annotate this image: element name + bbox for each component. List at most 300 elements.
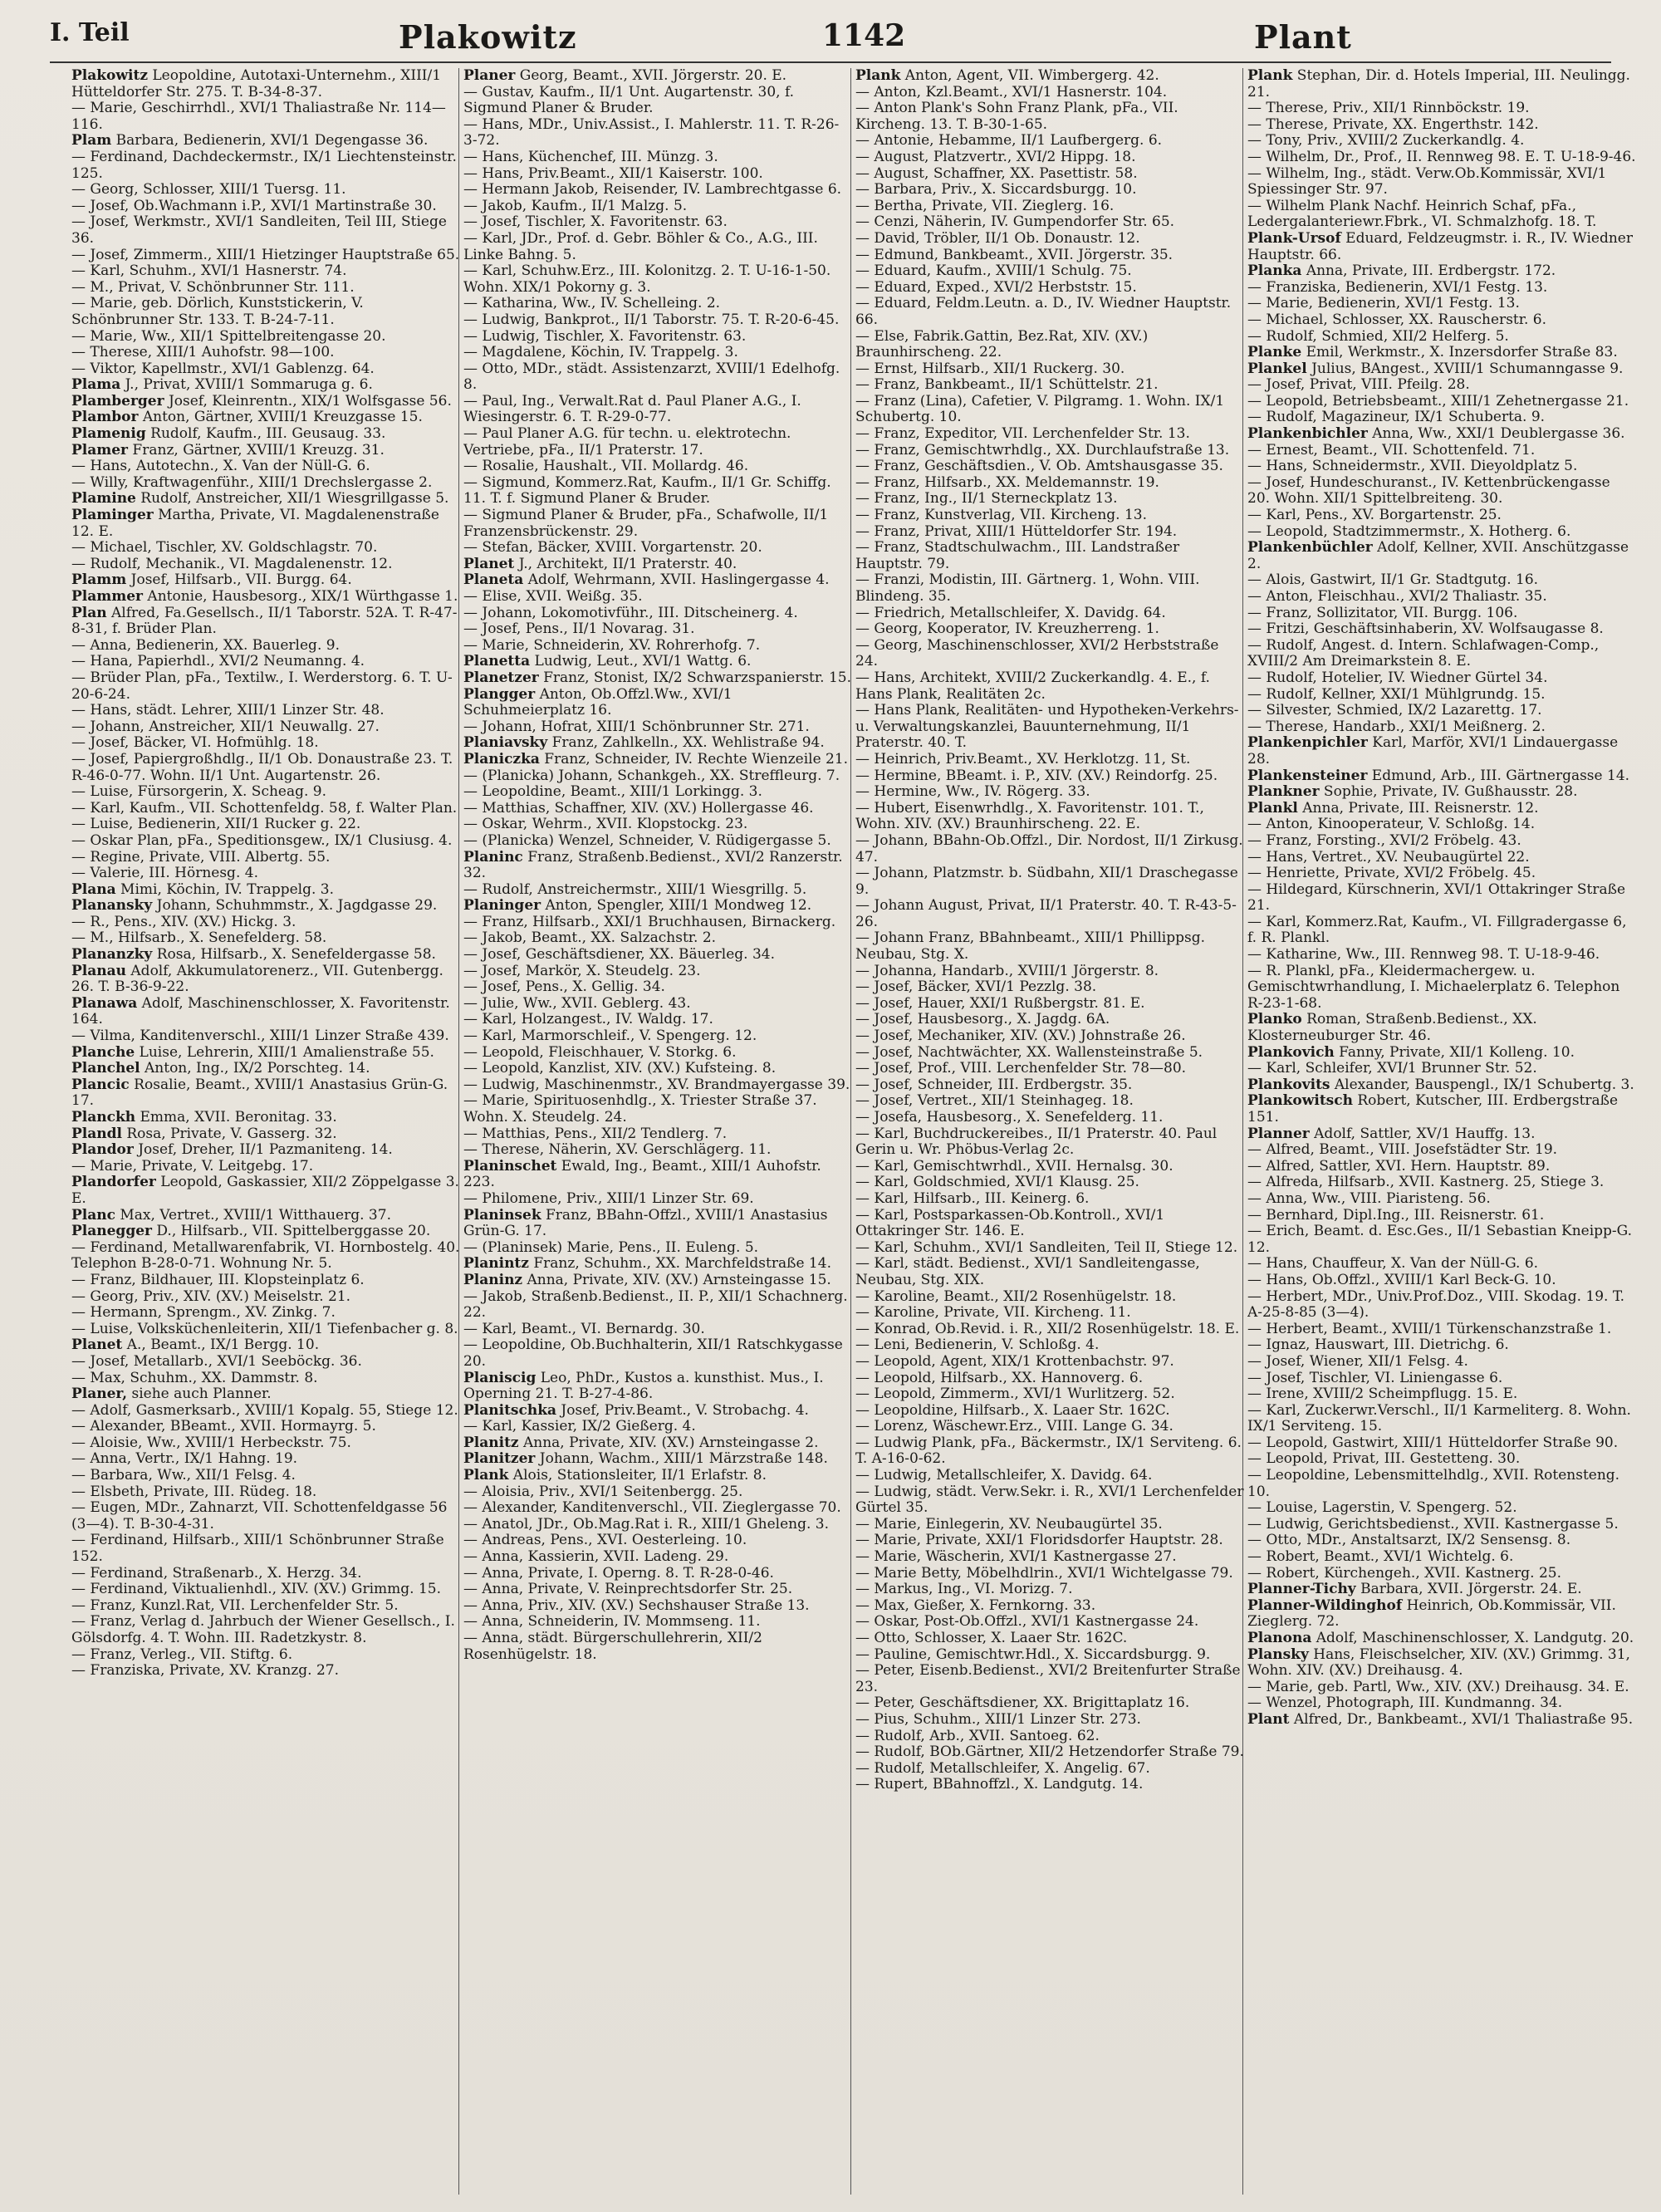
directory-entry: — Friedrich, Metallschleifer, X. Davidg. 64. (855, 604, 1166, 621)
directory-entry: — Jakob, Beamt., XX. Salzachstr. 2. (463, 929, 717, 947)
directory-entry: — Viktor, Kapellmstr., XVI/1 Gablenzg. 64. (71, 360, 375, 377)
directory-entry: — Peter, Eisenb.Bedienst., XVI/2 Breitenfurter Straße 23. (855, 1662, 1241, 1695)
directory-entry: — Josef, Hausbesorg., X. Jagdg. 6A. (855, 1011, 1110, 1028)
directory-entry: — Leopold, Agent, XIX/1 Krottenbachstr. 97. (855, 1352, 1174, 1370)
directory-entry: — Magdalene, Köchin, IV. Trappelg. 3. (463, 344, 738, 361)
directory-entry: — Ferdinand, Metallwarenfabrik, VI. Hornbostelg. 40. Telephon B-28-0-71. Wohnung Nr. 5. (71, 1238, 460, 1273)
directory-entry: — Hans, städt. Lehrer, XIII/1 Linzer Str. 48. (71, 702, 385, 719)
directory-entry: — Josef, Ob.Wachmann i.P., XVI/1 Martinstraße 30. (71, 197, 437, 214)
directory-entry: — Erich, Beamt. d. Esc.Ges., II/1 Sebastian Kneipp-G. 12. (1247, 1223, 1633, 1256)
directory-entry: — Rudolf, Hotelier, IV. Wiedner Gürtel 34. (1247, 669, 1548, 686)
directory-entry: — Leopold, Betriebsbeamt., XIII/1 Zehetnergasse 21. (1247, 392, 1629, 410)
directory-column-4 (1247, 68, 1639, 2195)
directory-entry: — Anatol, JDr., Ob.Mag.Rat i. R., XIII/1 Gheleng. 3. (463, 1515, 829, 1533)
directory-entry: — Ludwig, Tischler, X. Favoritenstr. 63. (463, 327, 747, 345)
directory-entry: — Fritzi, Geschäftsinhaberin, XV. Wolfsaugasse 8. (1247, 620, 1604, 638)
directory-entry: Planke Emil, Werkmstr., X. Inzersdorfer Straße 83. (1247, 344, 1618, 361)
directory-entry: — Anna, städt. Bürgerschullehrerin, XII/2 Rosenhügelstr. 18. (463, 1630, 762, 1663)
directory-entry: — Karl, JDr., Prof. d. Gebr. Böhler & Co., A.G., III. Linke Bahng. 5. (463, 229, 818, 263)
directory-entry: — Robert, Kürchengeh., XVII. Kastnerg. 25. (1247, 1564, 1562, 1582)
directory-entry: — Anton, Kinooperateur, V. Schloßg. 14. (1247, 816, 1536, 833)
directory-entry: — Franziska, Private, XV. Kranzg. 27. (71, 1662, 340, 1680)
directory-entry: — Josef, Nachtwächter, XX. Wallensteinstraße 5. (855, 1043, 1203, 1061)
directory-entry: — Katharina, Ww., IV. Schelleing. 2. (463, 295, 721, 312)
directory-entry: — Eugen, MDr., Zahnarzt, VII. Schottenfeldgasse 56 (3—4). T. B-30-4-31. (71, 1499, 448, 1533)
directory-entry: Planche Luise, Lehrerin, XIII/1 Amalienstraße 55. (71, 1043, 434, 1061)
running-head-left: Plakowitz (399, 18, 577, 56)
directory-entry: Plankl Anna, Private, III. Reisnerstr. 12. (1247, 799, 1539, 817)
directory-entry: — Ludwig, Metallschleifer, X. Davidg. 64. (855, 1467, 1153, 1484)
directory-entry: — Edmund, Bankbeamt., XVII. Jörgerstr. 35. (855, 246, 1173, 263)
directory-entry: — Konrad, Ob.Revid. i. R., XII/2 Rosenhügelstr. 18. E. (855, 1320, 1240, 1337)
directory-entry: — Karl, Gemischtwrhdl., XVII. Hernalsg. 30. (855, 1157, 1173, 1175)
directory-entry: — Rudolf, BOb.Gärtner, XII/2 Hetzendorfer Straße 79. (855, 1744, 1244, 1761)
directory-entry: — Franz, Bildhauer, III. Klopsteinplatz 6. (71, 1271, 365, 1288)
directory-entry: Planeta Adolf, Wehrmann, XVII. Haslingergasse 4. (463, 571, 830, 589)
directory-entry: — Wilhelm, Ing., städt. Verw.Ob.Kommissär, XVI/1 Spiessinger Str. 97. (1247, 164, 1607, 199)
directory-entry: Planet A., Beamt., IX/1 Bergg. 10. (71, 1337, 320, 1354)
directory-entry: — (Planinsek) Marie, Pens., II. Euleng. 5. (463, 1238, 759, 1256)
directory-entry: — Hans, Schneidermstr., XVII. Dieyoldplatz 5. (1247, 458, 1578, 475)
directory-entry: — Josef, Vertret., XII/1 Steinhageg. 18. (855, 1092, 1134, 1110)
directory-entry: — Michael, Schlosser, XX. Rauscherstr. 6. (1247, 311, 1547, 328)
directory-entry: — Silvester, Schmied, IX/2 Lazarettg. 17. (1247, 702, 1542, 719)
directory-entry: — Franz, Verlag d. Jahrbuch der Wiener Gesellsch., I. Gölsdorfg. 4. T. Wohn. III. Radetzkystr. 8. (71, 1613, 455, 1646)
directory-entry: — Johann, Hofrat, XIII/1 Schönbrunner Str. 271. (463, 718, 810, 735)
directory-entry: — Hans, Vertret., XV. Neubaugürtel 22. (1247, 848, 1530, 866)
directory-entry: — Eduard, Feldm.Leutn. a. D., IV. Wiedner Hauptstr. 66. (855, 295, 1232, 328)
directory-entry: — Franz, Sollizitator, VII. Burgg. 106. (1247, 604, 1518, 621)
directory-entry: — Peter, Geschäftsdiener, XX. Brigittaplatz 16. (855, 1695, 1190, 1712)
directory-entry: — Hermine, Ww., IV. Rögerg. 33. (855, 783, 1090, 801)
directory-entry: Plamine Rudolf, Anstreicher, XII/1 Wiesgrillgasse 5. (71, 490, 449, 508)
directory-entry: — Stefan, Bäcker, XVIII. Vorgartenstr. 20. (463, 539, 762, 557)
directory-entry: Planitzer Johann, Wachm., XIII/1 Märzstraße 148. (463, 1450, 828, 1468)
directory-entry: — Georg, Schlosser, XIII/1 Tuersg. 11. (71, 181, 346, 199)
directory-entry: — Johann August, Privat, II/1 Praterstr. 40. T. R-43-5-26. (855, 897, 1237, 930)
directory-entry: — Josef, Mechaniker, XIV. (XV.) Johnstraße 26. (855, 1028, 1186, 1045)
directory-entry: — Lorenz, Wäschewr.Erz., VIII. Lange G. 34. (855, 1418, 1173, 1435)
directory-entry: — Karl, Goldschmied, XVI/1 Klausg. 25. (855, 1174, 1139, 1191)
directory-entry: — Marie, Geschirrhdl., XVI/1 Thaliastraße Nr. 114—116. (71, 100, 446, 133)
directory-entry: — Adolf, Gasmerksarb., XVIII/1 Kopalg. 55, Stiege 12. (71, 1401, 458, 1419)
directory-entry: — Leopoldine, Hilfsarb., X. Laaer Str. 162C. (855, 1401, 1170, 1419)
directory-entry: — Rudolf, Anstreichermstr., XIII/1 Wiesgrillg. 5. (463, 880, 807, 898)
directory-entry: — Hans Plank, Realitäten- und Hypotheken-Verkehrs- u. Verwaltungskanzlei, Bauunternehmung, II/1 Praterstr. 40. T. (855, 702, 1239, 752)
directory-entry: — (Planicka) Johann, Schankgeh., XX. Streffleurg. 7. (463, 767, 840, 784)
directory-entry: Plankovits Alexander, Bauspengl., IX/1 Schubertg. 3. (1247, 1076, 1634, 1093)
directory-entry: Plangger Anton, Ob.Offzl.Ww., XVI/1 Schuhmeierplatz 16. (463, 685, 733, 719)
directory-entry: — Rudolf, Angest. d. Intern. Schlafwagen-Comp., XVIII/2 Am Dreimarkstein 8. E. (1247, 636, 1600, 670)
directory-entry: — Aloisia, Priv., XVI/1 Seitenbergg. 25. (463, 1483, 743, 1500)
directory-entry: — Josef, Wiener, XII/1 Felsg. 4. (1247, 1352, 1468, 1370)
directory-entry: — Julie, Ww., XVII. Geblerg. 43. (463, 994, 691, 1012)
directory-entry: Plankner Sophie, Private, IV. Gußhausstr. 28. (1247, 783, 1578, 801)
directory-entry: Planner Adolf, Sattler, XV/1 Hauffg. 13. (1247, 1125, 1536, 1142)
directory-entry: — Karl, städt. Bedienst., XVI/1 Sandleitengasse, Neubau, Stg. XIX. (855, 1255, 1200, 1288)
directory-entry: Planansky Johann, Schuhmmstr., X. Jagdgasse 29. (71, 897, 438, 915)
directory-entry: — Josef, Tischler, VI. Liniengasse 6. (1247, 1369, 1503, 1386)
directory-entry: — Otto, Schlosser, X. Laaer Str. 162C. (855, 1630, 1128, 1646)
directory-entry: — Marie, Spirituosenhdlg., X. Triester Straße 37. Wohn. X. Steudelg. 24. (463, 1092, 817, 1126)
directory-entry: — Karl, Hilfsarb., III. Keinerg. 6. (855, 1189, 1090, 1207)
directory-entry: Planitz Anna, Private, XIV. (XV.) Arnsteingasse 2. (463, 1434, 819, 1451)
directory-entry: — Hans, Ob.Offzl., XVIII/1 Karl Beck-G. 10. (1247, 1271, 1556, 1288)
section-label: I. Teil (50, 18, 130, 47)
directory-entry: — Franz, Bankbeamt., II/1 Schüttelstr. 21. (855, 376, 1159, 394)
directory-entry: — Franz, Expeditor, VII. Lerchenfelder Str. 13. (855, 425, 1190, 443)
directory-entry: — Hans, Priv.Beamt., XII/1 Kaiserstr. 100. (463, 164, 763, 182)
directory-entry: — Marie, Bedienerin, XVI/1 Festg. 13. (1247, 295, 1520, 312)
directory-entry: — Josef, Markör, X. Steudelg. 23. (463, 962, 701, 979)
directory-entry: — Ludwig, Maschinenmstr., XV. Brandmayergasse 39. (463, 1076, 850, 1093)
directory-entry: — Marie, Wäscherin, XVI/1 Kastnergasse 27. (855, 1548, 1177, 1566)
directory-entry: Planner-Tichy Barbara, XVII. Jörgerstr. 24. E. (1247, 1581, 1582, 1598)
directory-entry: — Georg, Kooperator, IV. Kreuzherreng. 1. (855, 620, 1159, 638)
directory-entry: — Franz, Gemischtwrhdlg., XX. Durchlaufstraße 13. (855, 441, 1230, 459)
directory-entry: — Bernhard, Dipl.Ing., III. Reisnerstr. 61. (1247, 1206, 1545, 1224)
directory-entry: Plamer Franz, Gärtner, XVIII/1 Kreuzg. 31. (71, 441, 385, 459)
directory-entry: — Franz, Kunzl.Rat, VII. Lerchenfelder Str. 5. (71, 1596, 399, 1614)
directory-entry: — Franz, Hilfsarb., XX. Meldemannstr. 19. (855, 473, 1159, 491)
directory-entry: — Therese, Handarb., XXI/1 Meißnerg. 2. (1247, 718, 1546, 735)
directory-column-1 (71, 68, 463, 2195)
directory-entry: — Ferdinand, Viktualienhdl., XIV. (XV.) Grimmg. 15. (71, 1581, 442, 1598)
directory-entry: — Alfred, Sattler, XVI. Hern. Hauptstr. 89. (1247, 1157, 1551, 1175)
directory-entry: — Hans, Chauffeur, X. Van der Nüll-G. 6. (1247, 1255, 1539, 1273)
directory-entry: — Rudolf, Arb., XVII. Santoeg. 62. (855, 1727, 1100, 1744)
directory-entry: Planer Georg, Beamt., XVII. Jörgerstr. 20. E. (463, 68, 787, 84)
directory-entry: — Oskar Plan, pFa., Speditionsgew., IX/1 Clusiusg. 4. (71, 831, 453, 849)
directory-entry: — Ernst, Hilfsarb., XII/1 Ruckerg. 30. (855, 360, 1125, 377)
directory-column-3 (855, 68, 1247, 2195)
directory-entry: Plan Alfred, Fa.Gesellsch., II/1 Taborstr. 52A. T. R-47-8-31, f. Brüder Plan. (71, 604, 458, 638)
directory-entry: — Hermann Jakob, Reisender, IV. Lambrechtgasse 6. (463, 181, 842, 199)
directory-entry: Plankowitsch Robert, Kutscher, III. Erdbergstraße 151. (1247, 1092, 1619, 1126)
directory-entry: — Georg, Maschinenschlosser, XVI/2 Herbststraße 24. (855, 636, 1219, 670)
directory-entry: — Katharine, Ww., III. Rennweg 98. T. U-18-9-46. (1247, 946, 1600, 964)
directory-entry: — Franz, Forsting., XVI/2 Fröbelg. 43. (1247, 831, 1521, 849)
directory-entry: — Hermine, BBeamt. i. P., XIV. (XV.) Reindorfg. 25. (855, 767, 1218, 784)
directory-entry: — Anton, Fleischhau., XVI/2 Thaliastr. 35. (1247, 588, 1547, 605)
directory-entry: — Markus, Ing., VI. Morizg. 7. (855, 1581, 1073, 1598)
directory-entry: — August, Platzvertr., XVI/2 Hippg. 18. (855, 148, 1136, 165)
directory-entry: — Karl, Marmorschleif., V. Spengerg. 12. (463, 1028, 757, 1045)
directory-entry: — Hans, Architekt, XVIII/2 Zuckerkandlg. 4. E., f. Hans Plank, Realitäten 2c. (855, 669, 1210, 703)
directory-entry: Plaminger Martha, Private, VI. Magdalenenstraße 12. E. (71, 507, 439, 540)
directory-entry: — Alexander, Kanditenverschl., VII. Zieglergasse 70. (463, 1499, 841, 1517)
directory-entry: — Pauline, Gemischtwr.Hdl., X. Siccardsburgg. 9. (855, 1646, 1211, 1663)
directory-entry: Planitschka Josef, Priv.Beamt., V. Strobachg. 4. (463, 1401, 809, 1419)
directory-entry: Plammer Antonie, Hausbesorg., XIX/1 Würthgasse 1. (71, 588, 458, 605)
directory-entry: — Otto, MDr., Anstaltsarzt, IX/2 Sensensg. 8. (1247, 1532, 1571, 1549)
directory-entry: — Anna, Private, I. Operng. 8. T. R-28-0-46. (463, 1564, 774, 1582)
directory-entry: — Leopold, Zimmerm., XVI/1 Wurlitzerg. 52. (855, 1386, 1175, 1403)
directory-entry: — Josef, Pens., II/1 Novarag. 31. (463, 620, 695, 638)
directory-entry: — Oskar, Wehrm., XVII. Klopstockg. 23. (463, 816, 748, 833)
directory-entry: Planona Adolf, Maschinenschlosser, X. Landgutg. 20. (1247, 1630, 1634, 1646)
directory-entry: Plankovich Fanny, Private, XII/1 Kolleng. 10. (1247, 1043, 1575, 1061)
directory-entry: — August, Schaffner, XX. Pasettistr. 58. (855, 164, 1138, 182)
directory-entry: Planckh Emma, XVII. Beronitag. 33. (71, 1109, 337, 1126)
directory-entry: — Wenzel, Photograph, III. Kundmanng. 34. (1247, 1695, 1563, 1712)
directory-entry: — Johanna, Handarb., XVIII/1 Jörgerstr. 8. (855, 962, 1159, 979)
directory-entry: — Josef, Bäcker, XVI/1 Pezzlg. 38. (855, 978, 1097, 996)
directory-entry: — Georg, Priv., XIV. (XV.) Meiselstr. 21. (71, 1287, 351, 1305)
directory-entry: — Alfreda, Hilfsarb., XVII. Kastnerg. 25, Stiege 3. (1247, 1174, 1605, 1191)
directory-entry: Planchel Anton, Ing., IX/2 Porschteg. 14. (71, 1060, 370, 1077)
directory-entry: — Max, Gießer, X. Fernkorng. 33. (855, 1596, 1096, 1614)
directory-entry: Planetta Ludwig, Leut., XVI/1 Wattg. 6. (463, 653, 752, 670)
directory-entry: — Josef, Metallarb., XVI/1 Seeböckg. 36. (71, 1352, 362, 1370)
directory-entry: Planetzer Franz, Stonist, IX/2 Schwarzspanierstr. 15. (463, 669, 851, 686)
directory-entry: — Tony, Priv., XVIII/2 Zuckerkandlg. 4. (1247, 132, 1525, 150)
directory-entry: — Marie, geb. Partl, Ww., XIV. (XV.) Dreihausg. 34. E. (1247, 1678, 1629, 1695)
directory-entry: — Josefa, Hausbesorg., X. Senefelderg. 11. (855, 1109, 1164, 1126)
directory-entry: Plama J., Privat, XVIII/1 Sommaruga g. 6. (71, 376, 373, 394)
directory-entry: Plandorfer Leopold, Gaskassier, XII/2 Zöppelgasse 3. E. (71, 1174, 459, 1207)
directory-entry: — Paul Planer A.G. für techn. u. elektrotechn. Vertriebe, pFa., II/1 Praterstr. 17. (463, 425, 791, 459)
directory-entry: Plankenbüchler Adolf, Kellner, XVII. Anschützgasse 2. (1247, 539, 1629, 572)
directory-entry: — Rupert, BBahnoffzl., X. Landgutg. 14. (855, 1776, 1144, 1793)
directory-entry: — Henriette, Private, XVI/2 Fröbelg. 45. (1247, 865, 1536, 882)
directory-entry: Planer, siehe auch Planner. (71, 1386, 272, 1403)
directory-entry: — Karl, Holzangest., IV. Waldg. 17. (463, 1011, 713, 1028)
directory-entry: — Sigmund Planer & Bruder, pFa., Schafwolle, II/1 Franzensbrückenstr. 29. (463, 507, 829, 540)
directory-entry: — Karl, Beamt., VI. Bernardg. 30. (463, 1320, 705, 1337)
directory-entry: — Matthias, Schaffner, XIV. (XV.) Hollergasse 46. (463, 799, 814, 817)
directory-entry: — Josef, Papiergroßhdlg., II/1 Ob. Donaustraße 23. T. R-46-0-77. Wohn. II/1 Unt. Augartenstr. 26. (71, 750, 453, 784)
directory-entry: — Pius, Schuhm., XIII/1 Linzer Str. 273. (855, 1710, 1141, 1728)
directory-entry: — Leni, Bedienerin, V. Schloßg. 4. (855, 1337, 1100, 1354)
directory-entry: — Franz, Hilfsarb., XXI/1 Bruchhausen, Birnackerg. (463, 913, 836, 930)
directory-entry: — Hubert, Eisenwrhdlg., X. Favoritenstr. 101. T., Wohn. XIV. (XV.) Braunhirscheng. 22. E. (855, 799, 1204, 833)
directory-entry: — Anna, Kassierin, XVII. Ladeng. 29. (463, 1548, 729, 1566)
directory-entry: — Josef, Geschäftsdiener, XX. Bäuerleg. 34. (463, 946, 776, 964)
directory-entry: — Gustav, Kaufm., II/1 Unt. Augartenstr. 30, f. Sigmund Planer & Bruder. (463, 83, 795, 117)
directory-entry: — Regine, Private, VIII. Albertg. 55. (71, 848, 331, 866)
directory-entry: — Wilhelm, Dr., Prof., II. Rennweg 98. E. T. U-18-9-46. (1247, 148, 1636, 165)
directory-entry: — Elise, XVII. Weißg. 35. (463, 588, 643, 605)
directory-entry: — Robert, Beamt., XVI/1 Wichtelg. 6. (1247, 1548, 1514, 1566)
directory-entry: Plant Alfred, Dr., Bankbeamt., XVI/1 Thaliastraße 95. (1247, 1710, 1634, 1728)
directory-entry: — Josef, Zimmerm., XIII/1 Hietzinger Hauptstraße 65. (71, 246, 460, 263)
directory-entry: — Anton, Kzl.Beamt., XVI/1 Hasnerstr. 104. (855, 83, 1168, 101)
directory-entry: — Franzi, Modistin, III. Gärtnerg. 1, Wohn. VIII. Blindeng. 35. (855, 571, 1200, 605)
directory-entry: — Paul, Ing., Verwalt.Rat d. Paul Planer A.G., I. Wiesingerstr. 6. T. R-29-0-77. (463, 392, 801, 426)
directory-entry: Planawa Adolf, Maschinenschlosser, X. Favoritenstr. 164. (71, 994, 450, 1028)
directory-entry: Plank Anton, Agent, VII. Wimbergerg. 42. (855, 68, 1159, 84)
directory-entry: — Josef, Hauer, XXI/1 Rußbergstr. 81. E. (855, 994, 1145, 1012)
directory-entry: — Bertha, Private, VII. Zieglerg. 16. (855, 197, 1115, 214)
directory-entry: — Franz, Kunstverlag, VII. Kircheng. 13. (855, 507, 1147, 524)
directory-entry: — Therese, Private, XX. Engerthstr. 142. (1247, 115, 1539, 133)
directory-entry: — Johann Franz, BBahnbeamt., XIII/1 Phillippsg. Neubau, Stg. X. (855, 929, 1205, 964)
directory-entry: Planinz Anna, Private, XIV. (XV.) Arnsteingasse 15. (463, 1271, 831, 1288)
directory-entry: — Johann, Lokomotivführ., III. Ditscheinerg. 4. (463, 604, 798, 621)
directory-entry: — Jakob, Kaufm., II/1 Malzg. 5. (463, 197, 688, 214)
directory-entry: — Marie, Private, V. Leitgebg. 17. (71, 1157, 314, 1175)
directory-entry: — Hans, Küchenchef, III. Münzg. 3. (463, 148, 718, 165)
directory-entry: — Sigmund, Kommerz.Rat, Kaufm., II/1 Gr. Schiffg. 11. T. f. Sigmund Planer & Bruder. (463, 473, 831, 508)
directory-entry: — Karl, Buchdruckereibes., II/1 Praterstr. 40. Paul Gerin u. Wr. Phöbus-Verlag 2c. (855, 1125, 1218, 1159)
directory-entry: — M., Privat, V. Schönbrunner Str. 111. (71, 278, 355, 296)
directory-entry: — Herbert, MDr., Univ.Prof.Doz., VIII. Skodag. 19. T. A-25-8-85 (3—4). (1247, 1287, 1625, 1322)
directory-entry: — Ferdinand, Hilfsarb., XIII/1 Schönbrunner Straße 152. (71, 1532, 444, 1566)
directory-entry: — Johann, BBahn-Ob.Offzl., Dir. Nordost, II/1 Zirkusg. 47. (855, 831, 1243, 866)
directory-column-2 (463, 68, 855, 2195)
directory-entry: Planinc Franz, Straßenb.Bedienst., XVI/2 Ranzerstr. 32. (463, 848, 843, 882)
directory-entry: — Karl, Kassier, IX/2 Gießerg. 4. (463, 1418, 696, 1435)
directory-entry: — Marie, geb. Dörlich, Kunststickerin, V. Schönbrunner Str. 133. T. B-24-7-11. (71, 295, 364, 328)
directory-entry: Planner-Wildinghof Heinrich, Ob.Kommissär, VII. Zieglerg. 72. (1247, 1596, 1616, 1631)
directory-entry: Plam Barbara, Bedienerin, XVI/1 Degengasse 36. (71, 132, 429, 150)
directory-entry: — Ludwig, Gerichtsbedienst., XVII. Kastnergasse 5. (1247, 1515, 1619, 1533)
directory-entry: Plank Alois, Stationsleiter, II/1 Erlafstr. 8. (463, 1467, 767, 1484)
directory-entry: — Rudolf, Magazineur, IX/1 Schuberta. 9. (1247, 409, 1546, 426)
directory-entry: — Ludwig, städt. Verw.Sekr. i. R., XVI/1 Lerchenfelder Gürtel 35. (855, 1483, 1244, 1517)
directory-entry: Plankel Julius, BAngest., XVIII/1 Schumanngasse 9. (1247, 360, 1624, 377)
directory-entry: — Anna, Vertr., IX/1 Hahng. 19. (71, 1450, 298, 1468)
directory-entry: — Wilhelm Plank Nachf. Heinrich Schaf, pFa., Ledergalanteriewr.Fbrk., VI. Schmalzhofg. 18. T. (1247, 197, 1597, 231)
directory-entry: — Leopold, Privat, III. Gestetteng. 30. (1247, 1450, 1521, 1468)
directory-entry: Planau Adolf, Akkumulatorenerz., VII. Gutenbergg. 26. T. B-36-9-22. (71, 962, 443, 996)
directory-entry: — (Planicka) Wenzel, Schneider, V. Rüdigergasse 5. (463, 831, 831, 849)
directory-entry: — Leopoldine, Lebensmittelhdlg., XVII. Rotensteng. 10. (1247, 1467, 1620, 1500)
directory-entry: Planinschet Ewald, Ing., Beamt., XIII/1 Auhofstr. 223. (463, 1157, 821, 1191)
directory-entry: — Therese, Priv., XII/1 Rinnböckstr. 19. (1247, 100, 1530, 117)
directory-entry: — Josef, Hundeschuranst., IV. Kettenbrückengasse 20. Wohn. XII/1 Spittelbreiteng. 30. (1247, 473, 1610, 508)
directory-entry: — Andreas, Pens., XVI. Oesterleing. 10. (463, 1532, 747, 1549)
directory-entry: — Else, Fabrik.Gattin, Bez.Rat, XIV. (XV.) Braunhirscheng. 22. (855, 327, 1149, 361)
directory-entry: — Luise, Bedienerin, XII/1 Rucker g. 22. (71, 816, 361, 833)
directory-entry: — Hermann, Sprengm., XV. Zinkg. 7. (71, 1304, 336, 1322)
directory-entry: — Josef, Privat, VIII. Pfeilg. 28. (1247, 376, 1470, 394)
directory-entry: — Barbara, Ww., XII/1 Felsg. 4. (71, 1467, 296, 1484)
directory-entry: — Alexander, BBeamt., XVII. Hormayrg. 5. (71, 1418, 376, 1435)
directory-entry: — Franz, Privat, XIII/1 Hütteldorfer Str. 194. (855, 522, 1178, 540)
directory-entry: Planinger Anton, Spengler, XIII/1 Mondweg 12. (463, 897, 812, 915)
directory-entry: — Karoline, Beamt., XII/2 Rosenhügelstr. 18. (855, 1287, 1177, 1305)
directory-entry: — Jakob, Straßenb.Bedienst., II. P., XII/1 Schachnerg. 22. (463, 1287, 848, 1322)
directory-entry: — Ludwig, Bankprot., II/1 Taborstr. 75. T. R-20-6-45. (463, 311, 840, 328)
directory-entry: — Leopoldine, Ob.Buchhalterin, XII/1 Ratschkygasse 20. (463, 1337, 843, 1370)
directory-entry: — Karl, Schuhw.Erz., III. Kolonitzg. 2. T. U-16-1-50. Wohn. XIX/1 Pokorny g. 3. (463, 262, 831, 296)
directory-entry: — Irene, XVIII/2 Scheimpflugg. 15. E. (1247, 1386, 1518, 1403)
directory-entry: — Therese, Näherin, XV. Gerschlägerg. 11. (463, 1141, 772, 1159)
directory-entry: — Anna, Bedienerin, XX. Bauerleg. 9. (71, 636, 340, 654)
directory-entry: Planka Anna, Private, III. Erdbergstr. 172. (1247, 262, 1556, 280)
directory-entry: — Karoline, Private, VII. Kircheng. 11. (855, 1304, 1131, 1322)
directory-entry: — Rudolf, Schmied, XII/2 Helferg. 5. (1247, 327, 1509, 345)
directory-entry: — Josef, Bäcker, VI. Hofmühlg. 18. (71, 734, 319, 752)
directory-entry: — Josef, Werkmstr., XVI/1 Sandleiten, Teil III, Stiege 36. (71, 213, 447, 247)
directory-entry: — Ignaz, Hauswart, III. Dietrichg. 6. (1247, 1337, 1509, 1354)
directory-entry: — Luise, Volksküchenleiterin, XII/1 Tiefenbacher g. 8. (71, 1320, 458, 1337)
directory-entry: — Franz (Lina), Cafetier, V. Pilgramg. 1. Wohn. IX/1 Schubertg. 10. (855, 392, 1225, 426)
directory-entry: — Rudolf, Mechanik., VI. Magdalenenstr. 12. (71, 555, 393, 572)
directory-entry: — Herbert, Beamt., XVIII/1 Türkenschanzstraße 1. (1247, 1320, 1612, 1337)
directory-entry: — Josef, Tischler, X. Favoritenstr. 63. (463, 213, 728, 231)
directory-entry: — David, Tröbler, II/1 Ob. Donaustr. 12. (855, 229, 1140, 247)
directory-entry: Plananzky Rosa, Hilfsarb., X. Senefeldergasse 58. (71, 946, 436, 964)
directory-entry: Planiavsky Franz, Zahlkelln., XX. Wehlistraße 94. (463, 734, 825, 752)
directory-entry: — Ferdinand, Dachdeckermstr., IX/1 Liechtensteinstr. 125. (71, 148, 457, 182)
directory-entry: — Karl, Schuhm., XVI/1 Hasnerstr. 74. (71, 262, 347, 280)
directory-entry: Plank Stephan, Dir. d. Hotels Imperial, III. Neulingg. 21. (1247, 68, 1630, 101)
directory-entry: — Alois, Gastwirt, II/1 Gr. Stadtgutg. 16. (1247, 571, 1539, 589)
directory-entry: — Philomene, Priv., XIII/1 Linzer Str. 69. (463, 1189, 754, 1207)
directory-entry: — Karl, Schuhm., XVI/1 Sandleiten, Teil II, Stiege 12. (855, 1238, 1238, 1256)
directory-entry: — Karl, Kaufm., VII. Schottenfeldg. 58, f. Walter Plan. (71, 799, 458, 817)
directory-entry: — R., Pens., XIV. (XV.) Hickg. 3. (71, 913, 296, 930)
directory-entry: — Josef, Pens., X. Gellig. 34. (463, 978, 665, 996)
directory-entry: — Otto, MDr., städt. Assistenzarzt, XVIII/1 Edelhofg. 8. (463, 360, 840, 394)
directory-entry: — Josef, Prof., VIII. Lerchenfelder Str. 78—80. (855, 1060, 1187, 1077)
directory-entry: Plamberger Josef, Kleinrentn., XIX/1 Wolfsgasse 56. (71, 392, 452, 410)
directory-entry: — Franz, Verleg., VII. Stiftg. 6. (71, 1646, 293, 1663)
directory-entry: Plansky Hans, Fleischselcher, XIV. (XV.) Grimmg. 31, Wohn. XIV. (XV.) Dreihausg. 4. (1247, 1646, 1630, 1680)
directory-entry: — Johann, Anstreicher, XII/1 Neuwallg. 27. (71, 718, 380, 735)
directory-entry: — Karl, Pens., XV. Borgartenstr. 25. (1247, 507, 1502, 524)
directory-entry: Plancic Rosalie, Beamt., XVIII/1 Anastasius Grün-G. 17. (71, 1076, 448, 1110)
directory-entry: — Oskar, Post-Ob.Offzl., XVI/1 Kastnergasse 24. (855, 1613, 1199, 1631)
directory-entry: — Marie Betty, Möbelhdlrin., XVI/1 Wichtelgasse 79. (855, 1564, 1233, 1582)
directory-entry: — Franziska, Bedienerin, XVI/1 Festg. 13. (1247, 278, 1548, 296)
directory-entry: Planc Max, Vertret., XVIII/1 Witthauerg. 37. (71, 1206, 391, 1224)
directory-entry: — Leopold, Stadtzimmermstr., X. Hotherg. 6. (1247, 522, 1571, 540)
directory-entry: — Hildegard, Kürschnerin, XVI/1 Ottakringer Straße 21. (1247, 880, 1626, 915)
directory-entry: — Rudolf, Kellner, XXI/1 Mühlgrundg. 15. (1247, 685, 1546, 703)
directory-entry: Plandl Rosa, Private, V. Gasserg. 32. (71, 1125, 337, 1142)
directory-entry: Plamenig Rudolf, Kaufm., III. Geusaug. 33. (71, 425, 386, 443)
directory-entry: — M., Hilfsarb., X. Senefelderg. 58. (71, 929, 327, 947)
directory-entry: — Marie, Schneiderin, XV. Rohrerhofg. 7. (463, 636, 761, 654)
page-header (50, 12, 1611, 63)
directory-entry: — Barbara, Priv., X. Siccardsburgg. 10. (855, 181, 1137, 199)
directory-entry: — Johann, Platzmstr. b. Südbahn, XII/1 Draschegasse 9. (855, 865, 1238, 898)
directory-entry: — Josef, Schneider, III. Erdbergstr. 35. (855, 1076, 1133, 1093)
directory-entry: — Anton Plank's Sohn Franz Plank, pFa., VII. Kircheng. 13. T. B-30-1-65. (855, 100, 1178, 133)
directory-entry: Planiscig Leo, PhDr., Kustos a. kunsthist. Mus., I. Operning 21. T. B-27-4-86. (463, 1369, 824, 1403)
directory-entry: — Leopoldine, Beamt., XIII/1 Lorkingg. 3. (463, 783, 762, 801)
directory-entry: — Louise, Lagerstin, V. Spengerg. 52. (1247, 1499, 1517, 1517)
directory-entry: — Ferdinand, Straßenarb., X. Herzg. 34. (71, 1564, 362, 1582)
directory-entry: — Franz, Stadtschulwachm., III. Landstraßer Hauptstr. 79. (855, 539, 1180, 572)
directory-entry: Planintz Franz, Schuhm., XX. Marchfeldstraße 14. (463, 1255, 831, 1273)
directory-entry: — Valerie, III. Hörnesg. 4. (71, 865, 258, 882)
directory-entry: — Marie, Einlegerin, XV. Neubaugürtel 35. (855, 1515, 1163, 1533)
directory-entry: — Marie, Ww., XII/1 Spittelbreitengasse 20. (71, 327, 386, 345)
directory-entry: — Anna, Schneiderin, IV. Mommseng. 11. (463, 1613, 761, 1631)
directory-entry: Plank-Ursof Eduard, Feldzeugmstr. i. R., IV. Wiedner Hauptstr. 66. (1247, 229, 1633, 263)
directory-entry: — Matthias, Pens., XII/2 Tendlerg. 7. (463, 1125, 728, 1142)
directory-entry: — Anna, Private, V. Reinprechtsdorfer Str. 25. (463, 1581, 793, 1598)
directory-entry: Planinsek Franz, BBahn-Offzl., XVIII/1 Anastasius Grün-G. 17. (463, 1206, 828, 1240)
directory-entry: — Ernest, Beamt., VII. Schottenfeld. 71. (1247, 441, 1536, 459)
directory-entry: — Eduard, Exped., XVI/2 Herbststr. 15. (855, 278, 1137, 296)
directory-entry: — Aloisie, Ww., XVIII/1 Herbeckstr. 75. (71, 1434, 351, 1451)
directory-entry: — Cenzi, Näherin, IV. Gumpendorfer Str. 65. (855, 213, 1175, 231)
directory-entry: — Willy, Kraftwagenführ., XIII/1 Drechslergasse 2. (71, 473, 433, 491)
directory-entry: Plankensteiner Edmund, Arb., III. Gärtnergasse 14. (1247, 767, 1630, 784)
directory-entry: — Karl, Kommerz.Rat, Kaufm., VI. Fillgradergasse 6, f. R. Plankl. (1247, 913, 1627, 947)
directory-entry: — Anna, Priv., XIV. (XV.) Sechshauser Straße 13. (463, 1596, 810, 1614)
directory-entry: — Karl, Postsparkassen-Ob.Kontroll., XVI/1 Ottakringer Str. 146. E. (855, 1206, 1165, 1240)
page-number: 1142 (822, 18, 906, 53)
directory-entry: Plamm Josef, Hilfsarb., VII. Burgg. 64. (71, 571, 352, 589)
running-head-right: Plant (1254, 18, 1352, 56)
